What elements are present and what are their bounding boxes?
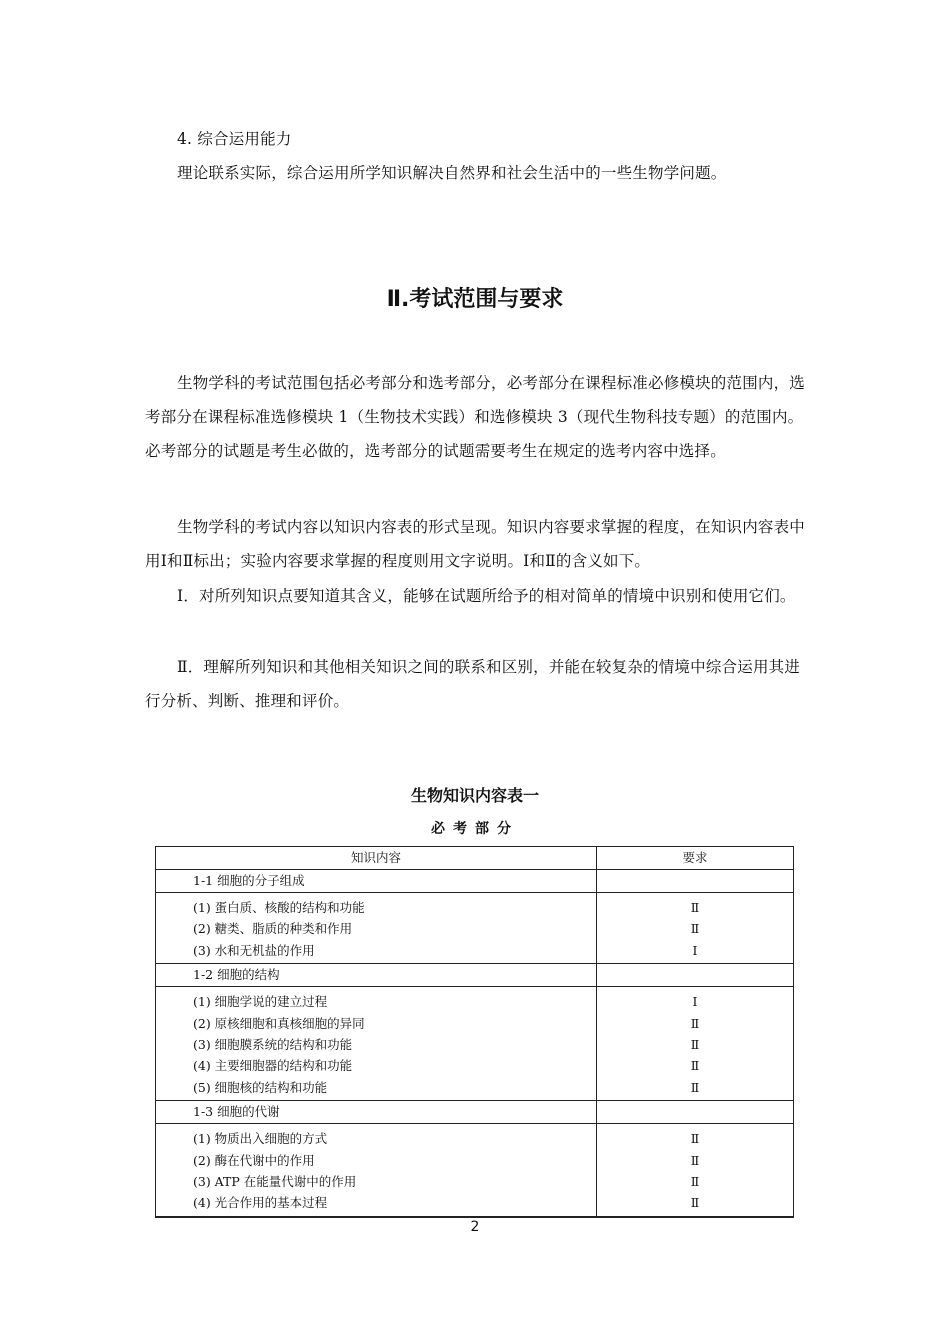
section-label: 1-2 细胞的结构 [193, 967, 280, 983]
knowledge-item: (4) 光合作用的基本过程 [193, 1195, 328, 1211]
knowledge-item: (1) 细胞学说的建立过程 [193, 994, 328, 1010]
table-section-row [156, 870, 794, 893]
requirement-level: Ⅱ [690, 921, 700, 937]
header-content: 知识内容 [156, 847, 597, 870]
page-number: 2 [470, 1219, 480, 1235]
section-title: Ⅱ.考试范围与要求 [386, 287, 564, 312]
knowledge-item: (4) 主要细胞器的结构和功能 [193, 1058, 353, 1074]
subsection-heading: 4. 综合运用能力 [177, 130, 292, 148]
requirement-level: Ⅱ [690, 1015, 700, 1031]
requirement-level: Ⅰ [692, 994, 698, 1010]
knowledge-item: (3) 细胞膜系统的结构和功能 [193, 1036, 353, 1052]
requirement-level: Ⅱ [690, 900, 700, 915]
table-section-row [156, 964, 794, 987]
table-header-row [156, 847, 794, 870]
knowledge-item: (2) 糖类、脂质的种类和作用 [193, 921, 353, 937]
table-items-row [156, 1124, 794, 1217]
requirement-level: Ⅱ [690, 1079, 700, 1095]
requirement-level: Ⅱ [690, 1036, 700, 1052]
table-title: 生物知识内容表一 [410, 786, 539, 805]
requirement-level: Ⅱ [690, 1173, 700, 1189]
paragraph-level-one: Ⅰ．对所列知识点要知道其含义，能够在试题所给予的相对简单的情境中识别和使用它们。 [177, 587, 796, 605]
requirement-level: Ⅱ [690, 1131, 700, 1147]
knowledge-item: (1) 蛋白质、核酸的结构和功能 [193, 900, 365, 915]
requirement-level: Ⅱ [690, 1152, 700, 1168]
section-label: 1-1 细胞的分子组成 [193, 873, 305, 888]
requirement-level: Ⅰ [692, 942, 698, 958]
header-requirement: 要求 [597, 847, 794, 870]
requirement-level: Ⅱ [690, 1058, 700, 1074]
table-subtitle: 必考部分 [431, 821, 519, 837]
knowledge-item: (3) ATP 在能量代谢中的作用 [193, 1173, 357, 1189]
table-section-row [156, 1101, 794, 1124]
knowledge-item: (3) 水和无机盐的作用 [193, 942, 315, 958]
subsection-description: 理论联系实际，综合运用所学知识解决自然界和社会生活中的一些生物学问题。 [177, 164, 727, 182]
table-items-row [156, 987, 794, 1101]
section-label: 1-3 细胞的代谢 [193, 1104, 280, 1120]
paragraph-scope: 生物学科的考试范围包括必考部分和选考部分，必考部分在课程标准必修模块的范围内，选考部分在课程标准选修模块 1（生物技术实践）和选修模块 3（现代生物科技专题）的范围内。必考部分的试题是考生必做的，选考部分的试题需要考生在规定的选考内容中选择。 [145, 374, 806, 460]
knowledge-item: (2) 原核细胞和真核细胞的异同 [193, 1015, 365, 1031]
knowledge-item: (2) 酶在代谢中的作用 [193, 1152, 315, 1168]
paragraph-level-two: Ⅱ．理解所列知识和其他相关知识之间的联系和区别，并能在较复杂的情境中综合运用其进行分析、判断、推理和评价。 [145, 658, 801, 710]
table-items-row [156, 893, 794, 964]
knowledge-item: (1) 物质出入细胞的方式 [193, 1131, 328, 1147]
knowledge-item: (5) 细胞核的结构和功能 [193, 1079, 328, 1095]
requirement-level: Ⅱ [690, 1195, 700, 1211]
knowledge-table [155, 846, 794, 1218]
paragraph-content-levels: 生物学科的考试内容以知识内容表的形式呈现。知识内容要求掌握的程度，在知识内容表中用Ⅰ和Ⅱ标出；实验内容要求掌握的程度则用文字说明。Ⅰ和Ⅱ的含义如下。 [145, 518, 806, 570]
